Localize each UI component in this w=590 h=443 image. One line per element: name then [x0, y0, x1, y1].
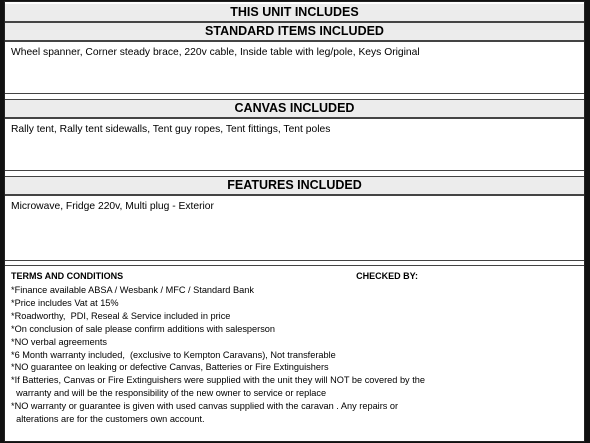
terms-section	[5, 265, 584, 441]
terms-item: *Roadworthy, PDI, Reseal & Service included in price	[11, 310, 231, 321]
standard-items-content: Wheel spanner, Corner steady brace, 220v cable, Inside table with leg/pole, Keys Original	[5, 41, 584, 94]
terms-item: warranty and will be the responsibility of the new owner to service or replace	[11, 388, 327, 399]
terms-item: *Finance available ABSA / Wesbank / MFC / Standard Bank	[11, 285, 254, 295]
section-gap	[5, 171, 584, 175]
terms-header	[11, 270, 578, 282]
terms-heading: TERMS AND CONDITIONS	[11, 271, 124, 281]
terms-list	[11, 284, 578, 426]
features-heading: FEATURES INCLUDED	[5, 176, 584, 195]
section-gap	[5, 94, 584, 98]
terms-item: alterations are for the customers own account.	[11, 414, 205, 425]
canvas-heading: CANVAS INCLUDED	[5, 99, 584, 118]
terms-item: *On conclusion of sale please confirm additions with salesperson	[11, 323, 276, 334]
unit-sheet	[4, 1, 585, 442]
features-content: Microwave, Fridge 220v, Multi plug - Exterior	[5, 195, 584, 261]
canvas-content: Rally tent, Rally tent sidewalls, Tent guy ropes, Tent fittings, Tent poles	[5, 118, 584, 171]
terms-item: *Price includes Vat at 15%	[11, 297, 119, 308]
standard-items-heading: STANDARD ITEMS INCLUDED	[5, 22, 584, 41]
terms-item: *6 Month warranty included, (exclusive to Kempton Caravans), Not transferable	[11, 349, 336, 360]
terms-item: *If Batteries, Canvas or Fire Extinguishers were supplied with the unit they will NOT be covered by the	[11, 375, 425, 386]
checked-by-label: CHECKED BY:	[356, 271, 418, 281]
terms-item: *NO verbal agreements	[11, 336, 108, 347]
terms-item: *NO guarantee on leaking or defective Canvas, Batteries or Fire Extinguishers	[11, 362, 329, 373]
terms-item: *NO warranty or guarantee is given with used canvas supplied with the caravan . Any repairs or	[11, 401, 399, 412]
page-title: THIS UNIT INCLUDES	[5, 4, 584, 22]
